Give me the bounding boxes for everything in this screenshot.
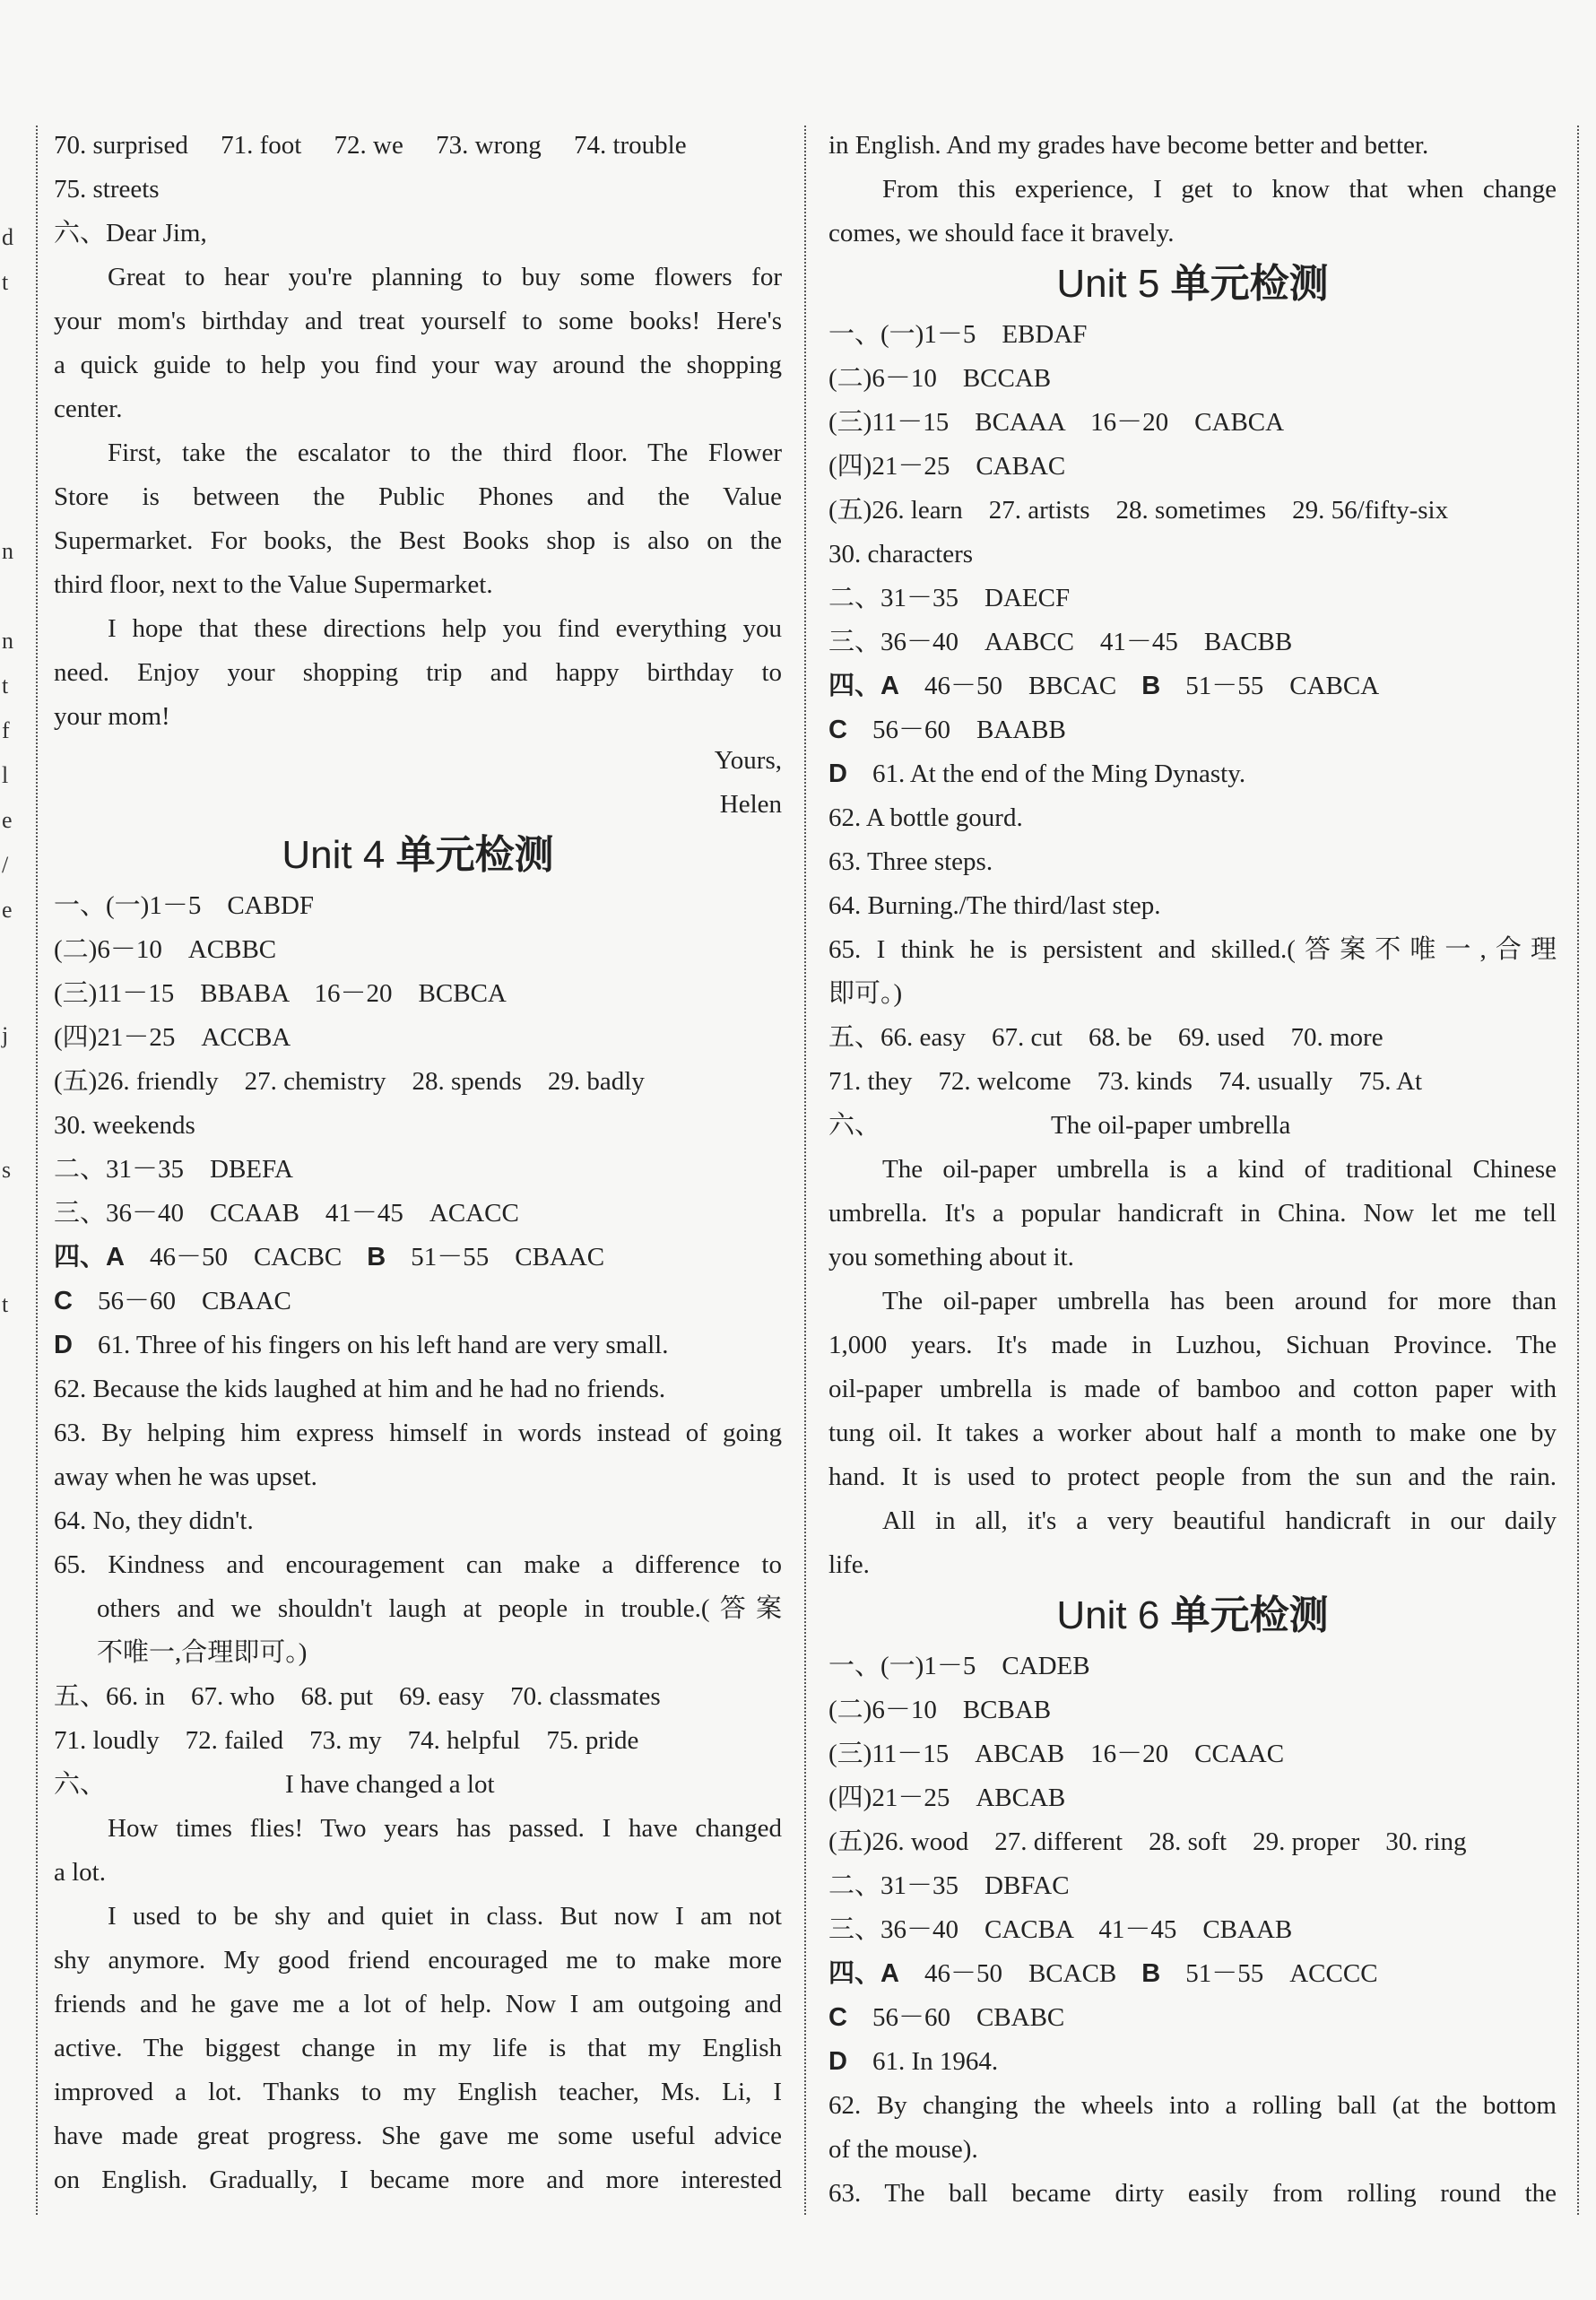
answer-line: 62. By changing the wheels into a rolling ball (at the bottom bbox=[828, 2091, 1557, 2120]
answer-line bbox=[828, 1996, 1557, 2040]
answer-line: (五)26. learn 27. artists 28. sometimes 29. 56/fifty-six bbox=[828, 496, 1449, 525]
answer-line: (四)21－25 CABAC bbox=[828, 452, 1066, 481]
answer-line: others and we shouldn't laugh at people in trouble.(答案 bbox=[97, 1594, 782, 1623]
essay-line: Supermarket. For books, the Best Books shop is also on the bbox=[54, 526, 782, 555]
answer-line: 62. A bottle gourd. bbox=[828, 803, 1023, 832]
essay-signature: Helen bbox=[719, 790, 782, 819]
unit-title-zh: 单元检测 bbox=[1170, 1593, 1329, 1637]
essay-title: I have changed a lot bbox=[285, 1770, 495, 1799]
essay-line: comes, we should face it bravely. bbox=[828, 219, 1175, 247]
answer-text: 51－55 CBAAC bbox=[411, 1243, 605, 1272]
section-label: 六、 bbox=[54, 1770, 107, 1799]
essay-line: hand. It is used to protect people from the sun and the rain. bbox=[828, 1462, 1557, 1491]
margin-char: f bbox=[2, 717, 10, 743]
essay-line: a lot. bbox=[54, 1858, 106, 1887]
answer-text: 46－50 BCACB bbox=[924, 1959, 1117, 1988]
essay-line: improved a lot. Thanks to my English teacher, Ms. Li, I bbox=[54, 2078, 782, 2106]
essay-line: All in all, it's a very beautiful handicraft in our daily bbox=[882, 1506, 1557, 1535]
section-label: C bbox=[828, 716, 847, 744]
unit6-title bbox=[828, 1589, 1557, 1643]
margin-char: e bbox=[2, 897, 13, 923]
answer-line: 64. No, they didn't. bbox=[54, 1506, 254, 1535]
left-column bbox=[54, 124, 782, 2202]
answer-line bbox=[828, 1952, 1557, 1996]
essay-line: you something about it. bbox=[828, 1243, 1074, 1272]
margin-char: n bbox=[2, 538, 13, 564]
answer-line: 即可。) bbox=[828, 979, 903, 1008]
answer-line: away when he was upset. bbox=[54, 1462, 317, 1491]
section-label: D bbox=[828, 2047, 847, 2076]
essay-line: center. bbox=[54, 395, 123, 423]
essay-line: From this experience, I get to know that when change bbox=[882, 175, 1557, 204]
essay-line: Great to hear you're planning to buy some flowers for bbox=[108, 263, 782, 291]
answer-line bbox=[54, 1236, 782, 1280]
answer-line: (四)21－25 ACCBA bbox=[54, 1023, 291, 1052]
unit4-essay-tail bbox=[828, 124, 1557, 256]
unit-title-en: Unit 5 bbox=[1056, 262, 1171, 306]
unit6-answers bbox=[828, 1645, 1557, 2216]
essay-line: How times flies! Two years has passed. I have changed bbox=[108, 1814, 782, 1843]
section-label: C bbox=[828, 2003, 847, 2032]
left-margin-fragments bbox=[0, 0, 18, 2300]
margin-char: n bbox=[2, 628, 13, 654]
answer-line: 63. Three steps. bbox=[828, 847, 993, 876]
answer-line: 三、36－40 CCAAB 41－45 ACACC bbox=[54, 1199, 519, 1228]
section-label: 四、A bbox=[828, 672, 899, 700]
unit-title-zh: 单元检测 bbox=[395, 833, 554, 877]
essay-line: need. Enjoy your shopping trip and happy birthday to bbox=[54, 658, 782, 687]
essay-line: have made great progress. She gave me some useful advice bbox=[54, 2122, 782, 2150]
answer-line: (五)26. wood 27. different 28. soft 29. proper 30. ring bbox=[828, 1827, 1467, 1856]
unit5-answers bbox=[828, 313, 1557, 1587]
essay-line: The oil-paper umbrella has been around for more than bbox=[882, 1287, 1557, 1315]
answer-line: (五)26. friendly 27. chemistry 28. spends 29. badly bbox=[54, 1067, 645, 1096]
left-margin-rule bbox=[36, 126, 38, 2215]
margin-char: d bbox=[2, 224, 13, 250]
section-label: 四、A bbox=[54, 1243, 125, 1272]
margin-char: j bbox=[2, 1022, 9, 1048]
answer-text: 51－55 CABCA bbox=[1185, 672, 1380, 700]
section-label: D bbox=[54, 1331, 73, 1359]
answer-line bbox=[828, 2040, 1557, 2084]
answer-line: (二)6－10 BCBAB bbox=[828, 1696, 1052, 1724]
answer-line: 三、36－40 AABCC 41－45 BACBB bbox=[828, 628, 1293, 656]
right-margin-rule bbox=[1577, 126, 1579, 2215]
essay-heading bbox=[828, 1104, 1557, 1148]
answer-text: 56－60 BAABB bbox=[872, 716, 1066, 744]
section-label: C bbox=[54, 1287, 73, 1315]
answer-line: 五、66. easy 67. cut 68. be 69. used 70. more bbox=[828, 1023, 1383, 1052]
section-label: 六、 bbox=[828, 1111, 881, 1140]
essay-line: your mom! bbox=[54, 702, 170, 731]
margin-char: t bbox=[2, 269, 9, 295]
answer-line bbox=[828, 708, 1557, 752]
answer-line: 70. surprised 71. foot 72. we 73. wrong 74. trouble bbox=[54, 131, 687, 160]
section-label: B bbox=[367, 1243, 386, 1272]
essay-line: oil-paper umbrella is made of bamboo and cotton paper with bbox=[828, 1375, 1557, 1403]
answer-text: 61. At the end of the Ming Dynasty. bbox=[872, 759, 1246, 788]
margin-char: l bbox=[2, 762, 9, 788]
answer-line: (二)6－10 ACBBC bbox=[54, 935, 277, 964]
unit4-answers bbox=[54, 884, 782, 2202]
essay-line: third floor, next to the Value Supermarket. bbox=[54, 570, 493, 599]
essay-greeting: 六、Dear Jim, bbox=[54, 219, 207, 247]
answer-text: 61. In 1964. bbox=[872, 2047, 999, 2076]
essay-line: shy anymore. My good friend encouraged me to make more bbox=[54, 1946, 782, 1975]
margin-char: / bbox=[2, 852, 9, 878]
answer-line: 63. By helping him express himself in words instead of going bbox=[54, 1419, 782, 1447]
margin-char: t bbox=[2, 1291, 9, 1317]
unit5-title bbox=[828, 257, 1557, 311]
answer-text: 56－60 CBABC bbox=[872, 2003, 1065, 2032]
answer-line: 71. they 72. welcome 73. kinds 74. usually 75. At bbox=[828, 1067, 1423, 1096]
answer-line: 一、(一)1－5 EBDAF bbox=[828, 320, 1088, 349]
essay-line: in English. And my grades have become better and better. bbox=[828, 131, 1429, 160]
margin-char: s bbox=[2, 1157, 12, 1183]
answer-line bbox=[54, 1324, 782, 1367]
section-label: D bbox=[828, 759, 847, 788]
essay-line: I used to be shy and quiet in class. But now I am not bbox=[108, 1902, 782, 1931]
answer-line: 63. The ball became dirty easily from rolling round the bbox=[828, 2179, 1557, 2208]
answer-text: 56－60 CBAAC bbox=[97, 1287, 291, 1315]
answer-line: of the mouse). bbox=[828, 2135, 978, 2164]
answer-line bbox=[828, 664, 1557, 708]
answer-text: 51－55 ACCCC bbox=[1185, 1959, 1378, 1988]
answer-line: 62. Because the kids laughed at him and he had no friends. bbox=[54, 1375, 666, 1403]
answer-line: 71. loudly 72. failed 73. my 74. helpful 75. pride bbox=[54, 1726, 639, 1755]
answer-line bbox=[828, 752, 1557, 796]
answer-line: 65. Kindness and encouragement can make a difference to bbox=[54, 1550, 782, 1579]
essay-heading bbox=[54, 1763, 782, 1807]
margin-char: t bbox=[2, 673, 9, 699]
essay-closing: Yours, bbox=[714, 746, 782, 775]
essay-line: The oil-paper umbrella is a kind of traditional Chinese bbox=[882, 1155, 1557, 1184]
answer-text: 46－50 CACBC bbox=[149, 1243, 343, 1272]
answer-line: (四)21－25 ABCAB bbox=[828, 1784, 1066, 1812]
essay-line: life. bbox=[828, 1550, 870, 1579]
unit-title-en: Unit 6 bbox=[1056, 1593, 1171, 1637]
essay-line: I hope that these directions help you find everything you bbox=[108, 614, 782, 643]
answer-text: 61. Three of his fingers on his left hand are very small. bbox=[97, 1331, 669, 1359]
column-divider bbox=[804, 126, 806, 2215]
essay-line: First, take the escalator to the third floor. The Flower bbox=[108, 438, 782, 467]
answer-line: 64. Burning./The third/last step. bbox=[828, 891, 1161, 920]
essay-line: Store is between the Public Phones and the Value bbox=[54, 482, 782, 511]
essay-title: The oil-paper umbrella bbox=[1051, 1111, 1291, 1140]
essay-line: a quick guide to help you find your way around the shopping bbox=[54, 351, 782, 379]
answer-text: 46－50 BBCAC bbox=[924, 672, 1117, 700]
answer-line: 30. weekends bbox=[54, 1111, 195, 1140]
answer-line: 二、31－35 DAECF bbox=[828, 584, 1071, 612]
answer-line: 五、66. in 67. who 68. put 69. easy 70. classmates bbox=[54, 1682, 661, 1711]
answer-line: (三)11－15 BCAAA 16－20 CABCA bbox=[828, 408, 1285, 437]
essay-line: your mom's birthday and treat yourself to some books! Here's bbox=[54, 307, 782, 335]
answer-line bbox=[54, 1280, 782, 1324]
answer-line: 二、31－35 DBFAC bbox=[828, 1871, 1070, 1900]
answer-line: (二)6－10 BCCAB bbox=[828, 364, 1052, 393]
answer-line: (三)11－15 BBABA 16－20 BCBCA bbox=[54, 979, 507, 1008]
right-column bbox=[828, 124, 1557, 2216]
answer-line: 一、(一)1－5 CABDF bbox=[54, 891, 315, 920]
essay-line: 1,000 years. It's made in Luzhou, Sichuan Province. The bbox=[828, 1331, 1557, 1359]
unit4-title bbox=[54, 829, 782, 882]
essay-line: umbrella. It's a popular handicraft in China. Now let me tell bbox=[828, 1199, 1557, 1228]
section-label: B bbox=[1141, 1959, 1161, 1988]
answer-line: 75. streets bbox=[54, 175, 160, 204]
section-label: 四、A bbox=[828, 1959, 899, 1988]
answer-line: (三)11－15 ABCAB 16－20 CCAAC bbox=[828, 1740, 1285, 1768]
answer-line: 65. I think he is persistent and skilled.(答案不唯一,合理 bbox=[828, 935, 1557, 964]
answer-line: 一、(一)1－5 CADEB bbox=[828, 1652, 1090, 1680]
section-label: B bbox=[1141, 672, 1161, 700]
answer-line: 二、31－35 DBEFA bbox=[54, 1155, 293, 1184]
answer-line: 不唯一,合理即可。) bbox=[97, 1638, 308, 1667]
unit3-tail bbox=[54, 124, 782, 827]
essay-line: friends and he gave me a lot of help. Now I am outgoing and bbox=[54, 1990, 782, 2018]
margin-char: e bbox=[2, 807, 13, 833]
essay-line: active. The biggest change in my life is that my English bbox=[54, 2034, 782, 2062]
unit-title-zh: 单元检测 bbox=[1170, 262, 1329, 306]
answer-line: 30. characters bbox=[828, 540, 974, 568]
unit-title-en: Unit 4 bbox=[282, 833, 396, 877]
essay-line: tung oil. It takes a worker about half a month to make one by bbox=[828, 1419, 1557, 1447]
answer-line: 三、36－40 CACBA 41－45 CBAAB bbox=[828, 1915, 1293, 1944]
essay-line: on English. Gradually, I became more and more interested bbox=[54, 2165, 782, 2194]
